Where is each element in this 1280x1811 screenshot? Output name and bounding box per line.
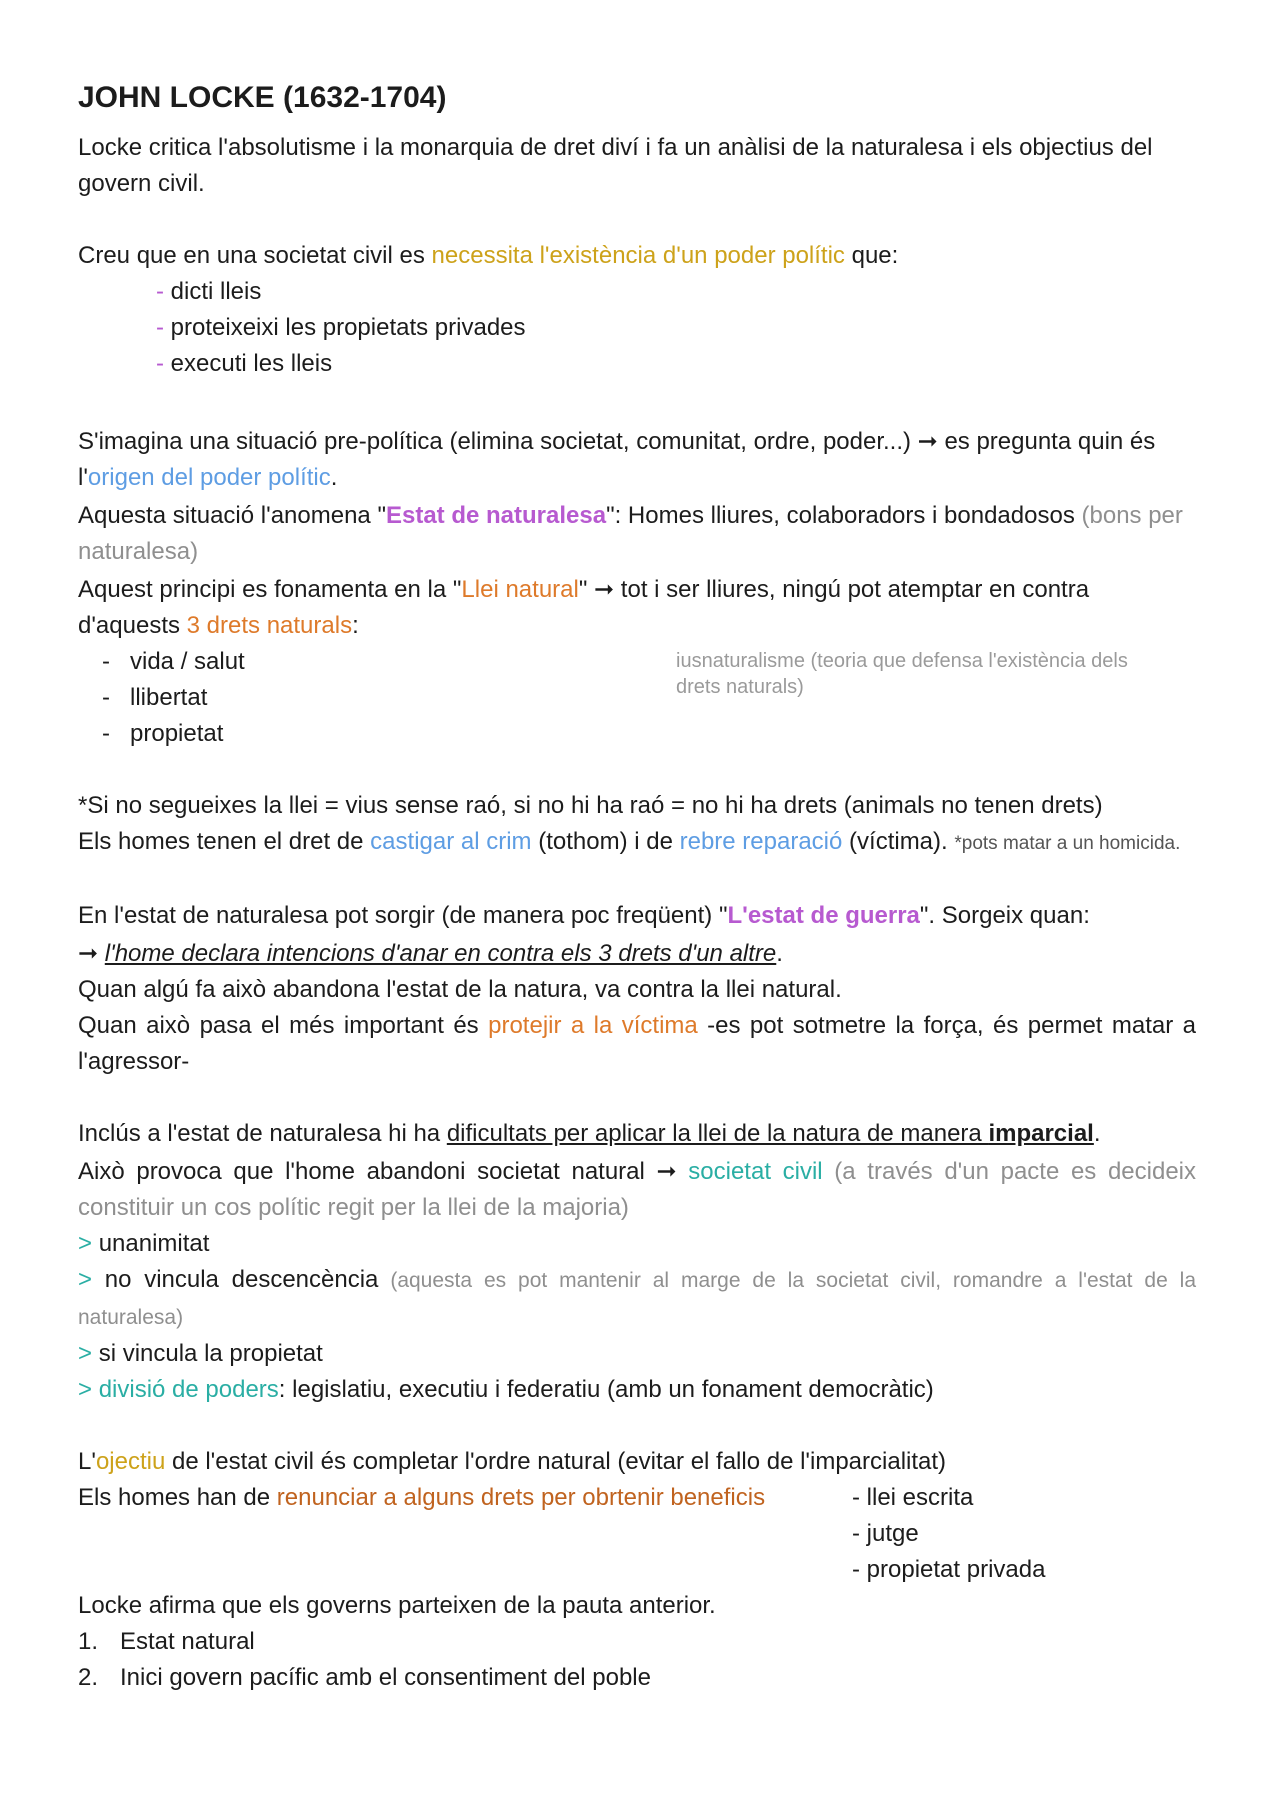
highlight-castigar: castigar al crim [370, 828, 532, 855]
list-item: - llibertat [102, 684, 208, 711]
creu-paragraph: Creu que en una societat civil es necessita l'existència d'un poder polític que: [78, 242, 899, 269]
list-item: - propietat [102, 720, 224, 747]
highlight-renunciar: renunciar a alguns drets per obrtenir beneficis [276, 1484, 766, 1511]
page-title: JOHN LOCKE (1632-1704) [78, 81, 447, 114]
highlight-objectiu: ojectiu [95, 1448, 166, 1475]
highlight-protejir: protejir a la víctima [488, 1012, 698, 1039]
list-item: > no vincula descencència (aquesta es pot mantenir al marge de la societat civil, romandre a l'estat de la naturalesa) [78, 1266, 1197, 1329]
list-item: - jutge [852, 1520, 919, 1547]
dash-marker: - [156, 350, 171, 377]
list-item: - vida / salut [102, 648, 245, 675]
objectiu-paragraph: L'ojectiu de l'estat civil és completar l'ordre natural (evitar el fallo de l'imparcialitat) [78, 1448, 947, 1475]
list-item: > unanimitat [78, 1230, 210, 1257]
renunciar-block [78, 1480, 1196, 1588]
beneficis-list [852, 1480, 1196, 1588]
list-item: - executi les lleis [156, 350, 333, 377]
iusnaturalisme-note: iusnaturalisme (teoria que defensa l'existència dels drets naturals) [676, 650, 1128, 698]
guerra-paragraph: En l'estat de naturalesa pot sorgir (de manera poc freqüent) "L'estat de guerra". Sorgeix quan: [78, 902, 1090, 929]
list-item: - dicti lleis [156, 278, 262, 305]
list-item: - proteixeixi les propietats privades [156, 314, 526, 341]
list-item: - propietat privada [852, 1556, 1046, 1583]
estat-note: (bons per naturalesa) [78, 502, 1183, 565]
homicida-note: *pots matar a un homicida. [954, 833, 1181, 854]
principi-paragraph: Aquest principi es fonamenta en la "Llei natural" ➞ tot i ser lliures, ningú pot atemptar en contra d'aquests 3 drets naturals: [78, 576, 1090, 639]
provoca-paragraph: Això provoca que l'home abandoni societat natural ➞ societat civil (a través d'un pacte es decideix constituir un cos polític regit per la llei de la majoria) [78, 1158, 1197, 1221]
highlight-reparacio: rebre reparació [679, 828, 843, 855]
highlight-llei-natural: Llei natural [461, 576, 579, 603]
pasa-paragraph: Quan això pasa el més important és protejir a la víctima -es pot sotmetre la força, és permet matar a l'agressor- [78, 1012, 1196, 1075]
list-item: - llei escrita [852, 1484, 974, 1511]
list-item: 1. Estat natural [78, 1628, 255, 1655]
inclus-paragraph: Inclús a l'estat de naturalesa hi ha dificultats per aplicar la llei de la natura de manera imparcial. [78, 1120, 1101, 1147]
highlight-estat-naturalesa: Estat de naturalesa [385, 502, 607, 529]
pacte-list [78, 1226, 1196, 1408]
pauta-list [78, 1624, 1196, 1696]
list-item: 2. Inici govern pacífic amb el consentiment del poble [78, 1664, 651, 1691]
highlight-origen: origen del poder polític [87, 464, 331, 491]
si-no-paragraph: *Si no segueixes la llei = vius sense raó, si no hi ha raó = no hi ha drets (animals no tenen drets) [78, 792, 1103, 819]
homes-paragraph: Els homes tenen el dret de castigar al crim (tothom) i de rebre reparació (víctima). *pots matar a un homicida. [78, 828, 1181, 855]
intro-paragraph: Locke critica l'absolutisme i la monarquia de dret diví i fa un anàlisi de la naturalesa i els objectius del govern civil. [78, 134, 1153, 197]
abandona-paragraph: Quan algú fa això abandona l'estat de la natura, va contra la llei natural. [78, 976, 842, 1003]
poder-list [78, 274, 1196, 382]
simagina-paragraph: S'imagina una situació pre-política (elimina societat, comunitat, ordre, poder...) ➞ es pregunta quin és l'origen del poder polític. [78, 428, 1156, 491]
estat-paragraph: Aquesta situació l'anomena "Estat de naturalesa": Homes lliures, colaboradors i bondadosos (bons per naturalesa) [78, 502, 1183, 565]
afirma-paragraph: Locke afirma que els governs parteixen de la pauta anterior. [78, 1592, 716, 1619]
drets-list [78, 644, 1196, 752]
renunciar-text: Els homes han de renunciar a alguns drets per obrtenir beneficis [78, 1484, 766, 1511]
highlight-estat-guerra: L'estat de guerra [727, 902, 920, 929]
highlight-societat-civil: societat civil [688, 1158, 823, 1185]
dash-marker: - [156, 278, 171, 305]
list-item: > divisió de poders: legislatiu, executiu i federatiu (amb un fonament democràtic) [78, 1376, 934, 1403]
highlight-drets-naturals: 3 drets naturals [186, 612, 353, 639]
dash-marker: - [156, 314, 171, 341]
highlight-poder-politic: necessita l'existència d'un poder polític [431, 242, 845, 269]
guerra-definition: ➞ l'home declara intencions d'anar en contra els 3 drets d'un altre. [78, 940, 783, 967]
list-item: > si vincula la propietat [78, 1340, 323, 1367]
pacte-note: (a través d'un pacte es decideix constituir un cos polític regit per la llei de la majoria) [78, 1158, 1197, 1221]
